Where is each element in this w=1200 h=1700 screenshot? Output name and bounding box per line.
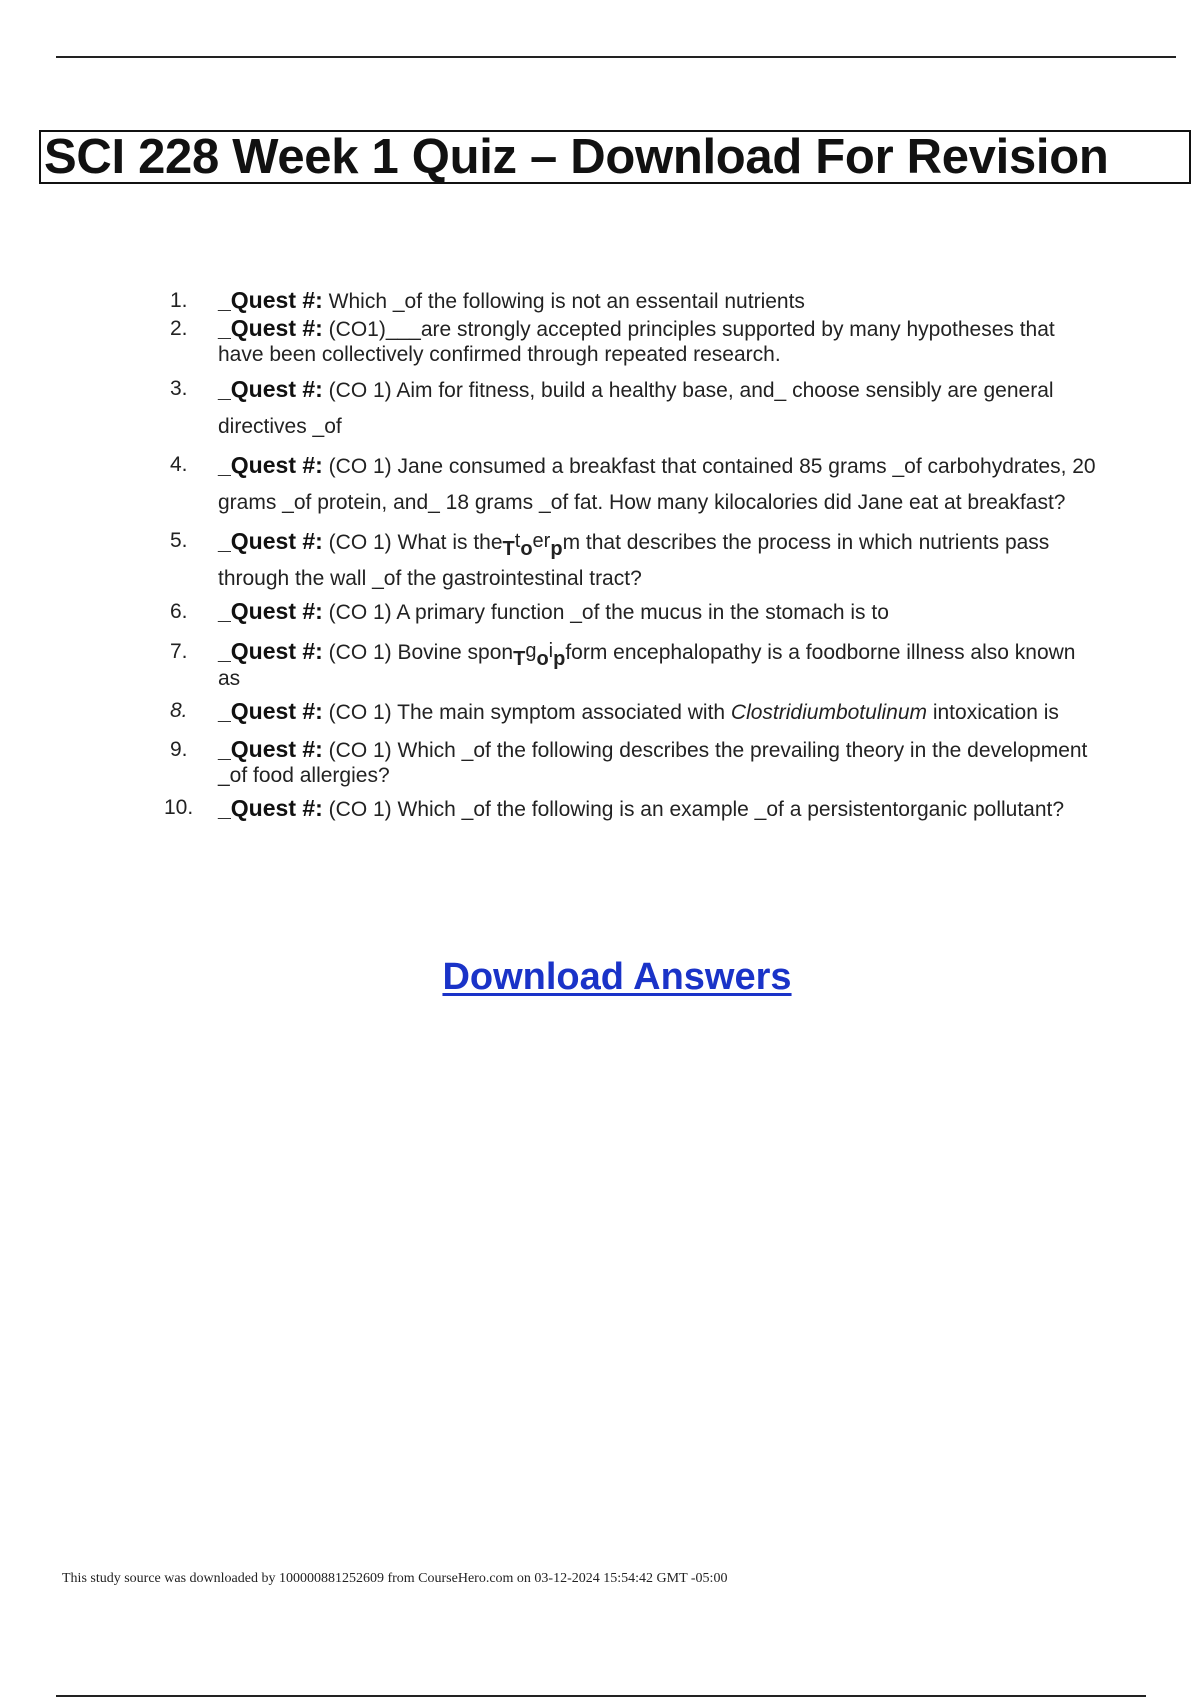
question-item-5	[170, 523, 1100, 597]
download-answers-link[interactable]: Download Answers	[442, 956, 792, 998]
garbled-glyph: o	[536, 648, 549, 670]
quest-label: _Quest #:	[218, 452, 323, 478]
garbled-glyph: t	[514, 530, 521, 552]
question-item-10	[164, 790, 1100, 828]
question-list	[164, 287, 1100, 828]
organism-name: Clostridiumbotulinum	[730, 701, 927, 724]
garbled-glyph: p	[550, 538, 563, 560]
question-number: 4.	[170, 453, 188, 476]
bottom-divider	[56, 1695, 1146, 1697]
quest-label: _Quest #:	[218, 315, 323, 341]
question-text-end: that describes the process in which nutrients pass through the wall _of the gastrointestinal tract?	[218, 531, 1050, 590]
question-text-start: (CO 1) Bovine spon	[322, 641, 514, 664]
question-text: (CO1)___are strongly accepted principles supported by many hypotheses that have been collectively confirmed through repeated research.	[218, 318, 1055, 366]
question-item-8	[170, 693, 1100, 731]
question-text-start: (CO 1) The main symptom associated with	[322, 701, 731, 724]
garbled-glyph: g	[525, 640, 537, 662]
top-divider	[56, 56, 1176, 58]
quest-label: _Quest #:	[218, 736, 323, 762]
garbled-glyph: p	[553, 648, 566, 670]
quest-label: _Quest #:	[218, 598, 323, 624]
question-text-end: intoxication is	[927, 701, 1059, 724]
question-number: 2.	[170, 317, 188, 340]
question-text: (CO 1) Which _of the following describes the prevailing theory in the development _of food allergies?	[218, 739, 1088, 787]
garbled-glyph: form	[565, 641, 608, 664]
garbled-glyph: m	[562, 531, 581, 554]
question-text: (CO 1) Aim for fitness, build a healthy base, and_ choose sensibly are general directives _of	[218, 379, 1054, 438]
garbled-glyph: T	[502, 538, 515, 560]
title-box	[39, 130, 1191, 184]
question-number: 1.	[170, 289, 188, 312]
question-number: 5.	[170, 529, 188, 552]
question-text: (CO 1) Jane consumed a breakfast that contained 85 grams _of carbohydrates, 20 grams _of protein, and_ 18 grams _of fat. How many kilocalories did Jane eat at breakfast?	[218, 455, 1096, 514]
page-title: SCI 228 Week 1 Quiz – Download For Revision	[44, 130, 1109, 184]
question-text: (CO 1) Which _of the following is an example _of a persistentorganic pollutant?	[322, 798, 1065, 821]
quest-label: _Quest #:	[218, 698, 323, 724]
question-number: 7.	[170, 640, 188, 663]
question-item-9	[170, 737, 1100, 788]
garbled-glyph: i	[548, 640, 554, 662]
question-text: Which _of the following is not an essentail nutrients	[322, 290, 805, 313]
question-item-7	[170, 639, 1100, 691]
question-item-4	[170, 447, 1100, 521]
garbled-glyph: er	[532, 530, 551, 552]
quest-label: _Quest #:	[218, 528, 323, 554]
question-number: 8.	[170, 699, 188, 722]
question-item-3	[170, 371, 1100, 445]
question-number: 9.	[170, 738, 188, 761]
question-item-6	[170, 599, 1100, 625]
garbled-glyph: T	[513, 648, 526, 670]
source-footnote: This study source was downloaded by 100000881252609 from CourseHero.com on 03-12-2024 15:54:42 GMT -05:00	[62, 1571, 728, 1586]
quest-label: _Quest #:	[218, 795, 323, 821]
question-number: 3.	[170, 377, 188, 400]
quest-label: _Quest #:	[218, 638, 323, 664]
quest-label: _Quest #:	[218, 376, 323, 402]
garbled-glyph: o	[520, 538, 533, 560]
question-text-end: encephalopathy is a foodborne illness also known as	[218, 641, 1076, 690]
question-text-start: (CO 1) What is the	[322, 531, 503, 554]
question-item-2	[170, 316, 1100, 367]
quest-label: _Quest #:	[218, 287, 323, 313]
question-number: 6.	[170, 600, 188, 623]
question-number: 10.	[164, 796, 194, 819]
question-item-1	[170, 288, 1100, 314]
question-text: (CO 1) A primary function _of the mucus in the stomach is to	[322, 601, 889, 624]
